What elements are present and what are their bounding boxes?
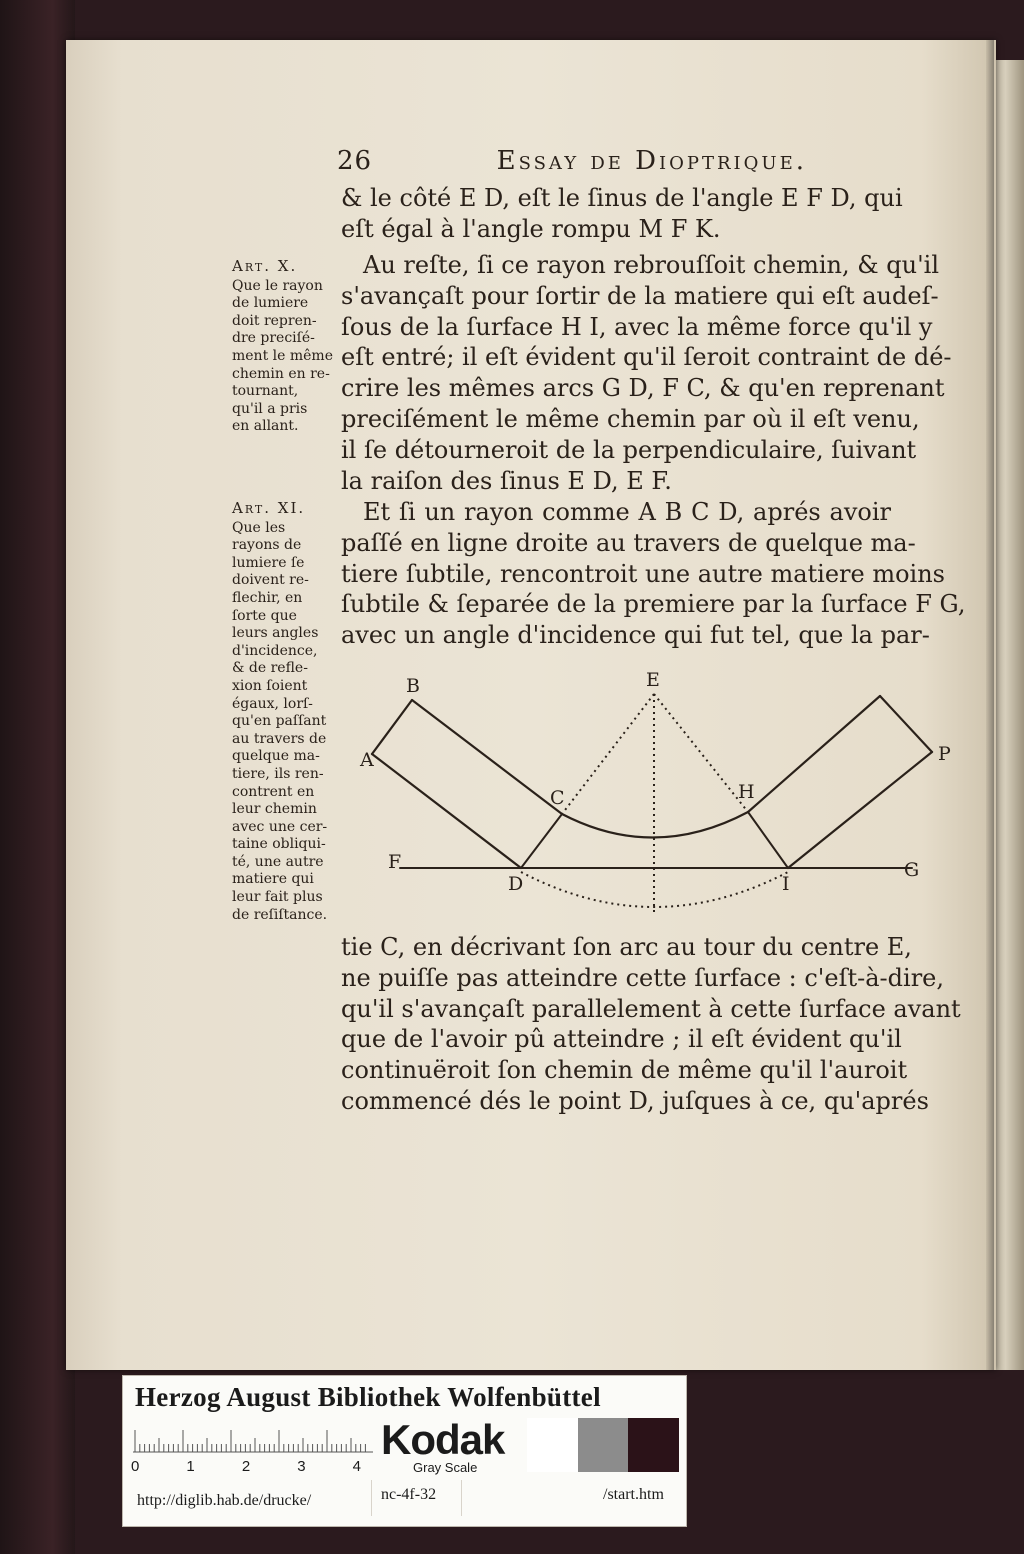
text-line: que de l'avoir pû atteindre ; il eſt évident qu'il: [341, 1025, 902, 1054]
note-line: xion ſoient: [232, 677, 308, 694]
ruler-number: 1: [186, 1458, 195, 1475]
ray-segment-cd: [521, 814, 562, 868]
note-line: contrent en: [232, 783, 315, 800]
margin-note-art-xi: [232, 500, 327, 924]
text-line: eſt entré; il eſt évident qu'il ſeroit contraint de dé-: [341, 343, 952, 372]
ruler-numbers: [131, 1458, 361, 1475]
library-name: Herzog August Bibliothek Wolfenbüttel: [135, 1382, 601, 1412]
running-title: Essay de Dioptrique.: [496, 146, 807, 176]
ruler-number: 2: [241, 1458, 251, 1475]
swatch-white: [527, 1418, 578, 1472]
note-line: taine obliqui-: [232, 836, 326, 853]
page-number: 26: [337, 146, 373, 176]
margin-note-art-x: [232, 258, 333, 436]
text-line: ne puiſſe pas atteindre cette ſurface : c'eſt-à-dire,: [341, 963, 944, 992]
label-e: E: [646, 669, 660, 691]
text-line: ſubtile & ſeparée de la premiere par la ſurface F G,: [341, 590, 966, 619]
text-line: commencé dés le point D, juſques à ce, qu'aprés: [341, 1086, 929, 1115]
text-line: ſous de la ſurface H I, avec la même force qu'il y: [341, 312, 933, 341]
note-line: chemin en re-: [232, 365, 330, 382]
text-line: preciſément le même chemin par où il eſt venu,: [341, 404, 920, 433]
divider: [371, 1480, 372, 1516]
text-line: tie C, en décrivant ſon arc au tour du centre E,: [341, 933, 912, 961]
note-line: au travers de: [232, 730, 327, 747]
url-suffix: /start.htm: [603, 1486, 664, 1503]
note-line: ſorte que: [232, 607, 297, 624]
note-line: quelque ma-: [232, 748, 320, 765]
ruler-number: 3: [297, 1458, 306, 1475]
ruler-number: 4: [352, 1458, 361, 1475]
paragraph-0: [341, 183, 903, 245]
note-line: avec une cer-: [232, 818, 328, 835]
note-line: qu'en paſſant: [232, 713, 327, 730]
divider: [461, 1480, 462, 1516]
note-line: ment le même: [232, 347, 333, 364]
text-line: & le côté E D, eſt le ſinus de l'angle E F D, qui: [341, 184, 903, 212]
swatch-gray: [578, 1418, 629, 1472]
paragraph-art-x: [341, 250, 952, 496]
note-line: doit repren-: [232, 312, 317, 329]
note-line: rayons de: [232, 537, 302, 554]
note-label: Art. XI.: [232, 499, 306, 517]
note-line: leur fait plus: [232, 889, 323, 906]
note-line: de lumiere: [232, 295, 309, 312]
text-line: qu'il s'avançaſt parallelement à cette ſurface avant: [341, 994, 961, 1023]
ruler-number: 0: [131, 1458, 140, 1475]
note-line: dre preciſé-: [232, 330, 315, 347]
measurement-ruler: [133, 1426, 378, 1454]
note-line: & de refle-: [232, 660, 308, 677]
facing-page-edge: [993, 60, 1024, 1370]
label-a: A: [360, 749, 374, 771]
note-line: en allant.: [232, 418, 299, 435]
note-line: de reſiſtance.: [232, 906, 328, 923]
text-line: il ſe détourneroit de la perpendiculaire, ſuivant: [341, 435, 917, 464]
text-line: crire les mêmes arcs G D, F C, & qu'en reprenant: [341, 374, 945, 403]
label-f: F: [388, 851, 402, 873]
radius-eh-dotted: [654, 694, 748, 812]
label-g: G: [904, 859, 920, 881]
gray-scale-swatches: [527, 1418, 679, 1472]
note-line: flechir, en: [232, 589, 303, 606]
note-line: Que les: [232, 519, 286, 536]
ray-edge-ip: [788, 752, 932, 868]
ray-edge-ab: [372, 700, 412, 754]
note-line: matiere qui: [232, 871, 314, 888]
text-line: Au reſte, ſi ce rayon rebrouſſoit chemin, & qu'il: [363, 251, 940, 279]
note-line: Que le rayon: [232, 277, 323, 294]
text-line: s'avançaſt pour ſortir de la matiere qui eſt audeſ-: [341, 281, 939, 310]
radius-ec-dotted: [562, 694, 654, 814]
kodak-logo: Kodak: [381, 1416, 505, 1463]
text-line: paſſé en ligne droite au travers de quelque ma-: [341, 528, 916, 557]
dotted-arc-d-i: [521, 872, 788, 907]
ray-edge-hp-lower: [748, 696, 880, 812]
shelfmark: nc-4f-32: [381, 1486, 437, 1503]
note-line: lumiere ſe: [232, 554, 305, 571]
text-line: avec un angle d'incidence qui fut tel, que la par-: [341, 621, 930, 650]
background-left: [0, 0, 75, 1554]
swatch-dark: [628, 1418, 679, 1472]
note-line: té, une autre: [232, 853, 324, 870]
text-line: continuëroit ſon chemin de même qu'il l'auroit: [341, 1056, 908, 1085]
label-i: I: [782, 873, 790, 895]
ray-edge-p: [880, 696, 932, 752]
digital-library-url: http://diglib.hab.de/drucke/: [137, 1492, 312, 1509]
text-line: Et ſi un rayon comme A B C D, aprés avoir: [363, 498, 891, 526]
note-line: leurs angles: [232, 625, 319, 642]
gray-scale-label: Gray Scale: [413, 1460, 478, 1475]
label-d: D: [508, 873, 524, 895]
optics-diagram: [340, 662, 960, 932]
paragraph-art-xi: [341, 497, 966, 651]
text-line: eſt égal à l'angle rompu M F K.: [341, 214, 721, 243]
note-label: Art. X.: [232, 257, 298, 275]
label-b: B: [406, 675, 420, 697]
note-line: égaux, lorſ-: [232, 695, 313, 712]
note-line: tiere, ils ren-: [232, 765, 324, 782]
note-line: tournant,: [232, 383, 299, 400]
label-p: P: [938, 743, 951, 765]
ray-edge-bc: [412, 700, 562, 814]
text-line: la raiſon des ſinus E D, E F.: [341, 466, 672, 495]
note-line: qu'il a pris: [232, 400, 308, 417]
text-line: tiere ſubtile, rencontroit une autre matiere moins: [341, 559, 945, 588]
paragraph-continued: [341, 932, 961, 1117]
note-line: leur chemin: [232, 801, 317, 818]
ray-segment-hi: [748, 812, 788, 868]
label-h: H: [738, 781, 755, 803]
note-line: d'incidence,: [232, 642, 318, 659]
label-c: C: [550, 787, 565, 809]
library-color-card: [122, 1375, 687, 1527]
note-line: doivent re-: [232, 572, 309, 589]
running-header: [337, 146, 807, 176]
page-fold-shadow: [986, 40, 994, 1370]
